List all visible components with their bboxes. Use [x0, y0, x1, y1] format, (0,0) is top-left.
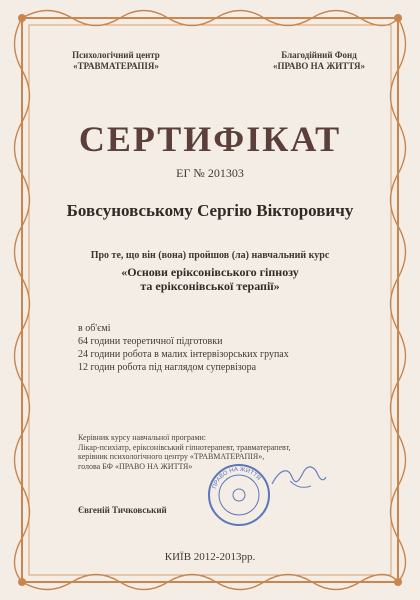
course-head-line: Керівник курсу навчальної програми: — [78, 433, 207, 442]
signer-name: Євгеній Тичковський — [78, 505, 167, 515]
stamp-seal — [205, 461, 273, 529]
svg-text:ПРАВО НА ЖИТТЯ: ПРАВО НА ЖИТТЯ — [211, 466, 262, 490]
course-name-line2: та еріксонівської терапії» — [140, 279, 280, 293]
course-head-line: керівник психологічного центру «ТРАВМАТЕРАПІЯ», — [78, 452, 265, 461]
volume-block — [78, 322, 289, 374]
volume-label: в об'ємі — [78, 323, 111, 334]
course-intro: Про те, що він (вона) пройшов (ла) навчальний курс — [90, 250, 330, 261]
volume-item: 64 години теоретичної підготовки — [78, 336, 223, 347]
header-left-line2: «ТРАВМАТЕРАПІЯ» — [73, 61, 159, 71]
volume-item: 24 години робота в малих інтервізорських групах — [78, 349, 289, 360]
header-right-line1: Благодійний Фонд — [281, 50, 357, 60]
signature-mark — [270, 459, 328, 497]
header-right-line2: «ПРАВО НА ЖИТТЯ» — [273, 61, 365, 71]
course-name — [0, 265, 420, 293]
certificate-number: ЕГ № 201303 — [176, 166, 244, 180]
header-right — [258, 50, 380, 72]
volume-item: 12 годин робота під наглядом супервізора — [78, 362, 257, 373]
course-head-line: Лікар-психіатр, еріксонівський гіпнотерапевт, травматерапевт, — [78, 442, 291, 452]
header-left — [56, 50, 176, 72]
certificate-title: СЕРТИФІКАТ — [78, 119, 342, 159]
course-head-line: голова БФ «ПРАВО НА ЖИТТЯ» — [78, 461, 193, 471]
course-name-line1: «Основи еріксонівського гіпнозу — [121, 265, 299, 279]
recipient-name: Бовсуновському Сергію Вікторовичу — [66, 201, 354, 220]
issue-place-date: КИЇВ 2012-2013рр. — [164, 551, 256, 563]
header-left-line1: Психологічний центр — [72, 50, 160, 60]
